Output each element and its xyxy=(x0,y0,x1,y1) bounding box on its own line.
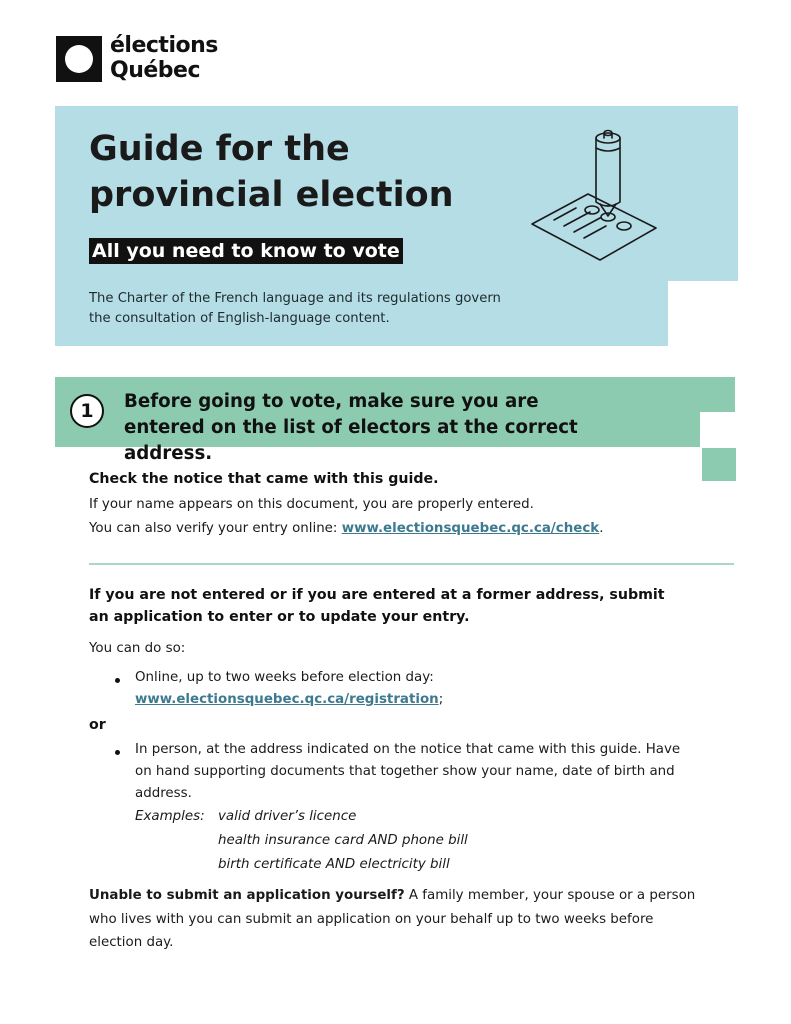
unable-bold: Unable to submit an application yourself? xyxy=(89,888,405,903)
section-divider xyxy=(89,563,734,565)
example-item: health insurance card AND phone bill xyxy=(218,833,468,848)
logo-mark-icon xyxy=(56,36,102,82)
section-band-notch xyxy=(700,412,736,448)
logo-line-2: Québec xyxy=(110,58,200,83)
language-note: The Charter of the French language and its regulations govern the consultation of English-language content. xyxy=(89,291,501,326)
online-text: Online, up to two weeks before election day: xyxy=(135,670,434,685)
registration-link[interactable]: www.electionsquebec.qc.ca/registration xyxy=(135,692,439,707)
bullet-dot xyxy=(115,750,120,755)
online-option xyxy=(135,667,715,711)
elections-quebec-logo xyxy=(56,33,246,85)
examples-label: Examples: xyxy=(135,809,205,824)
example-item: birth certificate AND electricity bill xyxy=(218,857,450,872)
unable-paragraph xyxy=(89,884,709,955)
example-item: valid driver’s licence xyxy=(218,809,357,824)
check-heading: Check the notice that came with this guide. xyxy=(89,471,439,487)
logo-text xyxy=(110,33,218,83)
logo-line-1: élections xyxy=(110,33,218,58)
or-separator: or xyxy=(89,717,106,733)
unable-text: A family member, your spouse or a person who lives with you can submit an application on your behalf up to two weeks before election day. xyxy=(89,888,696,950)
check-line-2 xyxy=(89,518,729,540)
page-title: Guide for the provincial election xyxy=(89,129,454,215)
section-1-title: Before going to vote, make sure you are entered on the list of electors at the correct address. xyxy=(124,391,578,464)
check-line-1: If your name appears on this document, you are properly entered. xyxy=(89,497,534,512)
check-line-2-prefix: You can also verify your entry online: xyxy=(89,521,342,536)
check-link[interactable]: www.electionsquebec.qc.ca/check xyxy=(341,521,600,536)
inperson-text: In person, at the address indicated on the notice that came with this guide. Have on hand supporting documents that together show your name, date of birth and address. xyxy=(135,742,681,801)
online-suffix: ; xyxy=(438,692,444,707)
check-line-2-suffix: . xyxy=(599,521,604,536)
section-number-badge: 1 xyxy=(70,394,104,428)
hero-notch xyxy=(668,281,740,347)
ballot-box-icon xyxy=(528,128,664,268)
page-subtitle: All you need to know to vote xyxy=(89,238,403,264)
apply-heading: If you are not entered or if you are entered at a former address, submit an application to enter or to update your entry. xyxy=(89,587,665,625)
apply-intro: You can do so: xyxy=(89,641,186,656)
bullet-dot xyxy=(115,678,120,683)
